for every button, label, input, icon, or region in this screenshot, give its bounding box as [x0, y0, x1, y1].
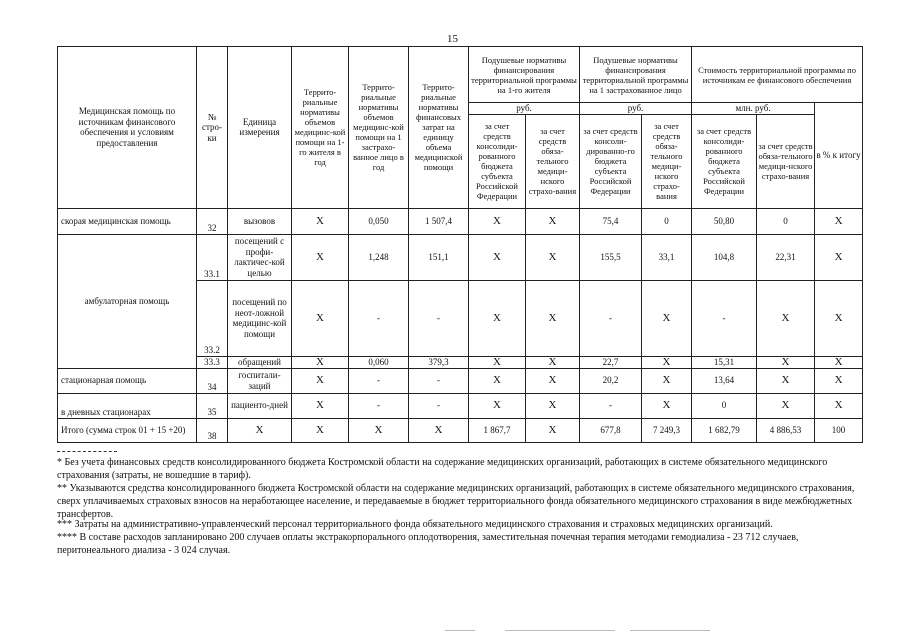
cell: -	[409, 368, 469, 393]
header-percent-total: в % к итогу	[815, 103, 863, 209]
row-name: стационарная помощь	[58, 368, 197, 393]
cell: X	[526, 208, 580, 234]
cell: X	[757, 356, 815, 368]
row-number: 38	[197, 418, 228, 442]
table-row	[58, 368, 863, 393]
table-row	[58, 208, 863, 234]
cell: 1 507,4	[409, 208, 469, 234]
cell: 155,5	[580, 234, 642, 280]
cell: 50,80	[692, 208, 757, 234]
footnote-separator	[57, 451, 117, 452]
row-number: 32	[197, 208, 228, 234]
row-unit: вызовов	[228, 208, 292, 234]
cell: X	[815, 356, 863, 368]
cell: 379,3	[409, 356, 469, 368]
total-row	[58, 418, 863, 442]
sub-budget-1: за счет средств консолиди-рованного бюджета субъекта Российской Федерации	[469, 114, 526, 208]
row-number: 33.1	[197, 234, 228, 280]
row-name: амбулаторная помощь	[58, 234, 197, 368]
cell: 4 886,53	[757, 418, 815, 442]
cell: X	[526, 234, 580, 280]
cell: X	[292, 208, 349, 234]
scan-artifact	[505, 630, 615, 631]
cell: X	[815, 368, 863, 393]
cell: X	[469, 234, 526, 280]
cell: X	[526, 368, 580, 393]
footnote-2: ** Указываются средства консолидированного бюджета Костромской области на содержание медицинских организаций, работающих в системе обязательного медицинского страхования, сверх уплачиваемых страховых взносов на неработающее население, и передаваемые в бюджет территориального фонда обязательного медицинского страхования в виде межбюджетных трансфертов.	[57, 483, 855, 520]
header-per-insured-norms: Подушевые нормативы финансирования территориальной программы на 1 застрахованное лицо	[580, 47, 692, 103]
header-per-resident-norms: Подушевые нормативы финансирования территориальной программы на 1-го жителя	[469, 47, 580, 103]
cell: X	[526, 418, 580, 442]
header-row-1	[58, 47, 863, 103]
cell: X	[349, 418, 409, 442]
header-cost-per-unit: Террито-риальные нормативы финансовых затрат на единицу объема медицинской помощи	[409, 47, 469, 209]
cell: X	[292, 418, 349, 442]
row-number: 35	[197, 393, 228, 418]
cell: -	[349, 368, 409, 393]
cell: -	[409, 393, 469, 418]
sub-oms-1: за счет средств обяза-тельного медици-нского страхо-вания	[526, 114, 580, 208]
row-unit: обращений	[228, 356, 292, 368]
page-number: 15	[447, 33, 458, 45]
cell: -	[409, 280, 469, 356]
row-unit: посещений по неот-ложной медицинс-кой помощи	[228, 280, 292, 356]
cell: X	[757, 368, 815, 393]
cell: 0	[757, 208, 815, 234]
cell: -	[580, 280, 642, 356]
cell: 1 682,79	[692, 418, 757, 442]
cell: X	[757, 393, 815, 418]
row-unit: X	[228, 418, 292, 442]
unit-rub-2: руб.	[580, 103, 692, 115]
cell: 0,050	[349, 208, 409, 234]
cell: X	[469, 393, 526, 418]
cell: 13,64	[692, 368, 757, 393]
cell: 1,248	[349, 234, 409, 280]
footnote-1: * Без учета финансовых средств консолидированного бюджета Костромской области на содержание медицинских организаций, работающих в системе обязательного медицинского страхования (затраты, не вошедшие в тариф).	[57, 457, 828, 481]
cell: X	[469, 208, 526, 234]
cell: -	[349, 393, 409, 418]
cell: X	[526, 280, 580, 356]
cell: 0	[692, 393, 757, 418]
cell: 33,1	[642, 234, 692, 280]
sub-budget-2: за счет средств консоли-дированно-го бюджета субъекта Российской Федерации	[580, 114, 642, 208]
unit-rub-1: руб.	[469, 103, 580, 115]
cell: X	[815, 280, 863, 356]
row-unit: госпитали-заций	[228, 368, 292, 393]
sub-oms-2: за счет средств обяза-тельного медици-нского страхо-вания	[642, 114, 692, 208]
cell: 677,8	[580, 418, 642, 442]
cell: X	[526, 393, 580, 418]
cell: 104,8	[692, 234, 757, 280]
header-volume-per-insured: Террито-риальные нормативы объемов медицинс-кой помощи на 1 застрахо-ванное лицо в год	[349, 47, 409, 209]
sub-oms-3: за счет средств обяза-тельного медици-нского страхо-вания	[757, 114, 815, 208]
header-care-type: Медицинская помощь по источникам финансового обеспечения и условиям предоставления	[58, 47, 197, 209]
cell: 20,2	[580, 368, 642, 393]
row-unit: пациенто-дней	[228, 393, 292, 418]
cell: X	[526, 356, 580, 368]
cell: 75,4	[580, 208, 642, 234]
cell: X	[642, 356, 692, 368]
cell: X	[642, 368, 692, 393]
row-unit: посещений с профи-лактичес-кой целью	[228, 234, 292, 280]
cell: X	[815, 393, 863, 418]
cell: X	[757, 280, 815, 356]
cell: 0	[642, 208, 692, 234]
row-name: в дневных стационарах	[58, 393, 197, 418]
cell: 100	[815, 418, 863, 442]
cell: -	[349, 280, 409, 356]
cell: X	[815, 208, 863, 234]
cell: X	[469, 280, 526, 356]
cell: X	[469, 368, 526, 393]
row-name: скорая медицинская помощь	[58, 208, 197, 234]
cell: -	[580, 393, 642, 418]
footnote-3: *** Затраты на административно-управленческий персонал территориального фонда обязательного медицинского страхования и страховых медицинских организаций.	[57, 519, 773, 530]
footnote-4: **** В составе расходов запланировано 200 случаев оплаты экстракорпорального оплодотворения, заместительная почечная терапия методами гемодиализа - 23 712 случаев, перитонеального диализа - 3 024 случая.	[57, 532, 799, 556]
row-number: 34	[197, 368, 228, 393]
cell: -	[692, 280, 757, 356]
table-row	[58, 234, 863, 280]
cell: 0,060	[349, 356, 409, 368]
cell: X	[292, 368, 349, 393]
cell: X	[469, 356, 526, 368]
cell: X	[292, 356, 349, 368]
cell: 151,1	[409, 234, 469, 280]
cell: 22,31	[757, 234, 815, 280]
header-unit: Единица измерения	[228, 47, 292, 209]
cell: 1 867,7	[469, 418, 526, 442]
cell: 15,31	[692, 356, 757, 368]
cell: 7 249,3	[642, 418, 692, 442]
header-row-number: № стро-ки	[197, 47, 228, 209]
row-name: Итого (сумма строк 01 + 15 +20)	[58, 418, 197, 442]
row-number: 33.3	[197, 356, 228, 368]
row-number: 33.2	[197, 280, 228, 356]
territorial-program-table	[57, 46, 863, 443]
table-row	[58, 393, 863, 418]
scan-artifact	[445, 630, 475, 631]
header-program-cost: Стоимость территориальной программы по источникам ее финансового обеспечения	[692, 47, 863, 103]
cell: 22,7	[580, 356, 642, 368]
cell: X	[292, 393, 349, 418]
scan-artifact	[630, 630, 710, 631]
cell: X	[815, 234, 863, 280]
cell: X	[409, 418, 469, 442]
cell: X	[292, 280, 349, 356]
cell: X	[292, 234, 349, 280]
unit-mln-rub: млн. руб.	[692, 103, 815, 115]
cell: X	[642, 280, 692, 356]
header-volume-per-resident: Террито-риальные нормативы объемов медицинс-кой помощи на 1-го жителя в год	[292, 47, 349, 209]
sub-budget-3: за счет средств консолиди-рованного бюджета субъекта Российской Федерации	[692, 114, 757, 208]
cell: X	[642, 393, 692, 418]
